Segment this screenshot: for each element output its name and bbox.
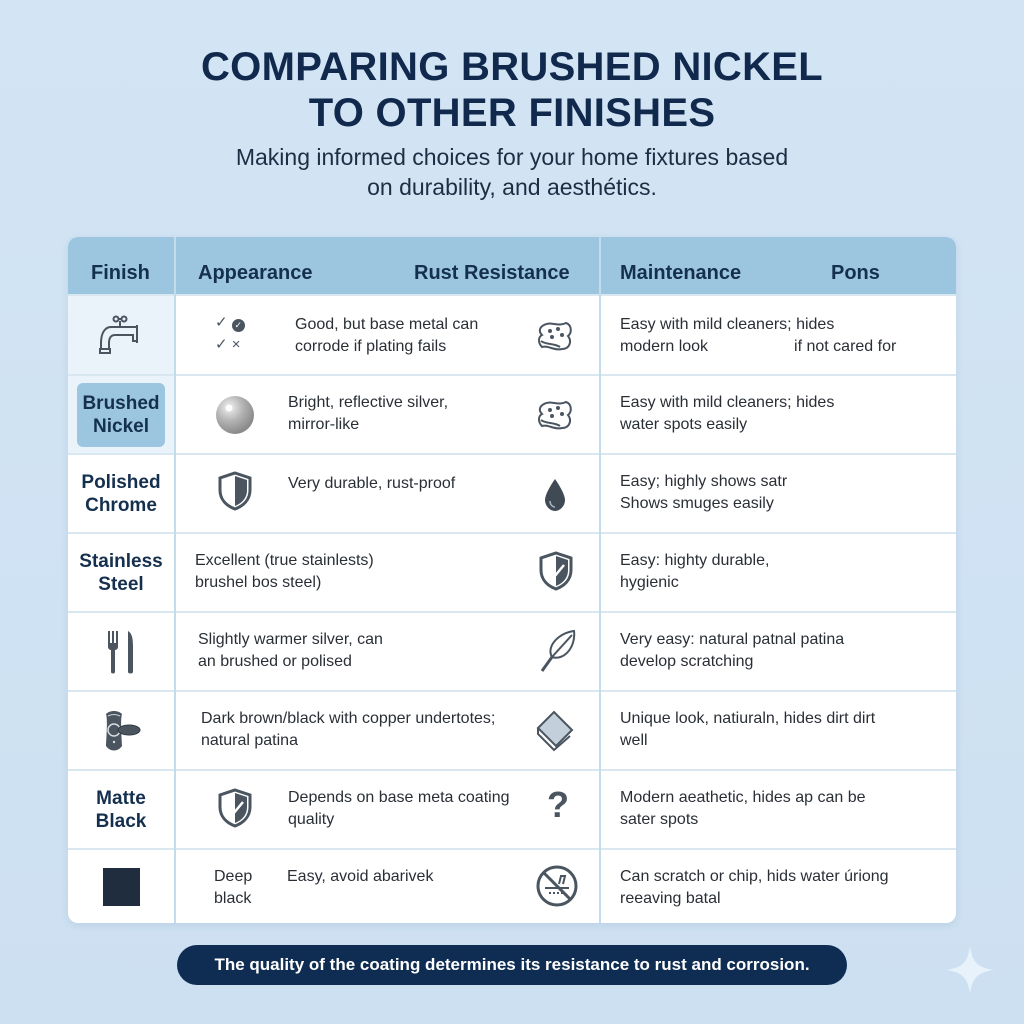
subtitle-line-2: on durability, and aesthétics. xyxy=(367,174,657,200)
finish-cell xyxy=(68,850,174,923)
door-lever-icon xyxy=(100,708,142,754)
appearance-text: Deep black xyxy=(214,868,253,907)
appearance-text: Dark brown/black with copper undertotes; natural patina xyxy=(201,710,496,749)
x-mark-icon: × xyxy=(231,336,241,353)
page-title xyxy=(0,44,1024,136)
table-row xyxy=(68,690,956,769)
fork-knife-icon xyxy=(106,629,136,675)
finish-cell xyxy=(68,296,174,374)
sphere-icon xyxy=(214,394,256,436)
finish-cell: Polished Chrome xyxy=(81,471,161,516)
shield-icon xyxy=(216,470,254,512)
water-drop-icon xyxy=(542,477,568,513)
maintenance-text: Can scratch or chip, hids water úriong reeaving batal xyxy=(620,868,889,907)
column-header-finish: Finish xyxy=(91,262,150,284)
faucet-icon xyxy=(97,313,145,357)
no-abrasive-icon xyxy=(535,864,579,908)
shield-check-icon xyxy=(216,787,254,829)
appearance-text: Excellent (true stainlests) brushel bos steel) xyxy=(195,552,374,591)
maintenance-text: Easy: highty durable, hygienic xyxy=(620,552,770,591)
question-icon: ? xyxy=(547,784,569,825)
finish-cell xyxy=(68,692,174,769)
maintenance-text: Easy with mild cleaners; hides modern look if not cared for xyxy=(620,316,897,355)
title-line-2: TO OTHER FINISHES xyxy=(308,91,716,135)
shield-check-icon xyxy=(537,550,575,592)
finish-cell: Stainless Steel xyxy=(79,550,163,595)
maintenance-text: Easy; highly shows satr Shows smuges easily xyxy=(620,473,788,512)
leaf-icon xyxy=(538,629,578,673)
finish-cell xyxy=(68,613,174,690)
finish-cell: Matte Black xyxy=(95,787,147,832)
appearance-text: Very durable, rust-proof xyxy=(288,475,456,492)
subtitle xyxy=(0,142,1024,202)
check-marks-icon: ✓ ✓ ✓ × xyxy=(215,312,255,356)
cloth-icon xyxy=(534,708,576,752)
sparkle-icon xyxy=(942,942,998,998)
subtitle-line-1: Making informed choices for your home fixtures based xyxy=(235,144,789,170)
rust-resistance-text: Easy, avoid abarivek xyxy=(287,868,434,885)
black-square-icon xyxy=(103,868,140,906)
title-line-1: COMPARING BRUSHED NICKEL xyxy=(200,45,824,89)
highlighted-finish-chip: Brushed Nickel xyxy=(77,383,165,447)
table-row xyxy=(68,532,956,611)
column-header-pons: Pons xyxy=(831,262,880,284)
column-divider xyxy=(174,237,176,923)
appearance-text: Bright, reflective silver, mirror-like xyxy=(288,394,449,433)
table-row xyxy=(68,611,956,690)
column-header-appearance: Appearance xyxy=(198,262,313,284)
table-row xyxy=(68,769,956,848)
comparison-table xyxy=(68,237,956,923)
maintenance-text: Unique look, natiuraln, hides dirt dirt well xyxy=(620,710,876,749)
appearance-text: Depends on base meta coating quality xyxy=(288,789,510,828)
column-divider xyxy=(599,237,601,923)
maintenance-text: Easy with mild cleaners; hides water spots easily xyxy=(620,394,835,433)
finish-cell xyxy=(68,376,174,453)
table-header xyxy=(68,237,956,294)
column-header-rust-resistance: Rust Resistance xyxy=(414,262,570,284)
check-circle-icon: ✓ xyxy=(232,319,245,332)
table-row xyxy=(68,294,956,374)
table-row xyxy=(68,848,956,923)
table-row xyxy=(68,374,956,453)
sponge-icon xyxy=(536,317,574,355)
appearance-text: Slightly warmer silver, can an brushed or polised xyxy=(198,631,383,670)
rust-resistance-text: Good, but base metal can corrode if plating fails xyxy=(295,316,479,355)
footer-banner: The quality of the coating determines its resistance to rust and corrosion. xyxy=(177,945,847,985)
maintenance-text: Modern aeathetic, hides ap can be sater spots xyxy=(620,789,866,828)
maintenance-text: Very easy: natural patnal patina develop scratching xyxy=(620,631,845,670)
column-header-maintenance: Maintenance xyxy=(620,262,742,284)
table-row xyxy=(68,453,956,532)
sponge-icon xyxy=(536,396,574,434)
